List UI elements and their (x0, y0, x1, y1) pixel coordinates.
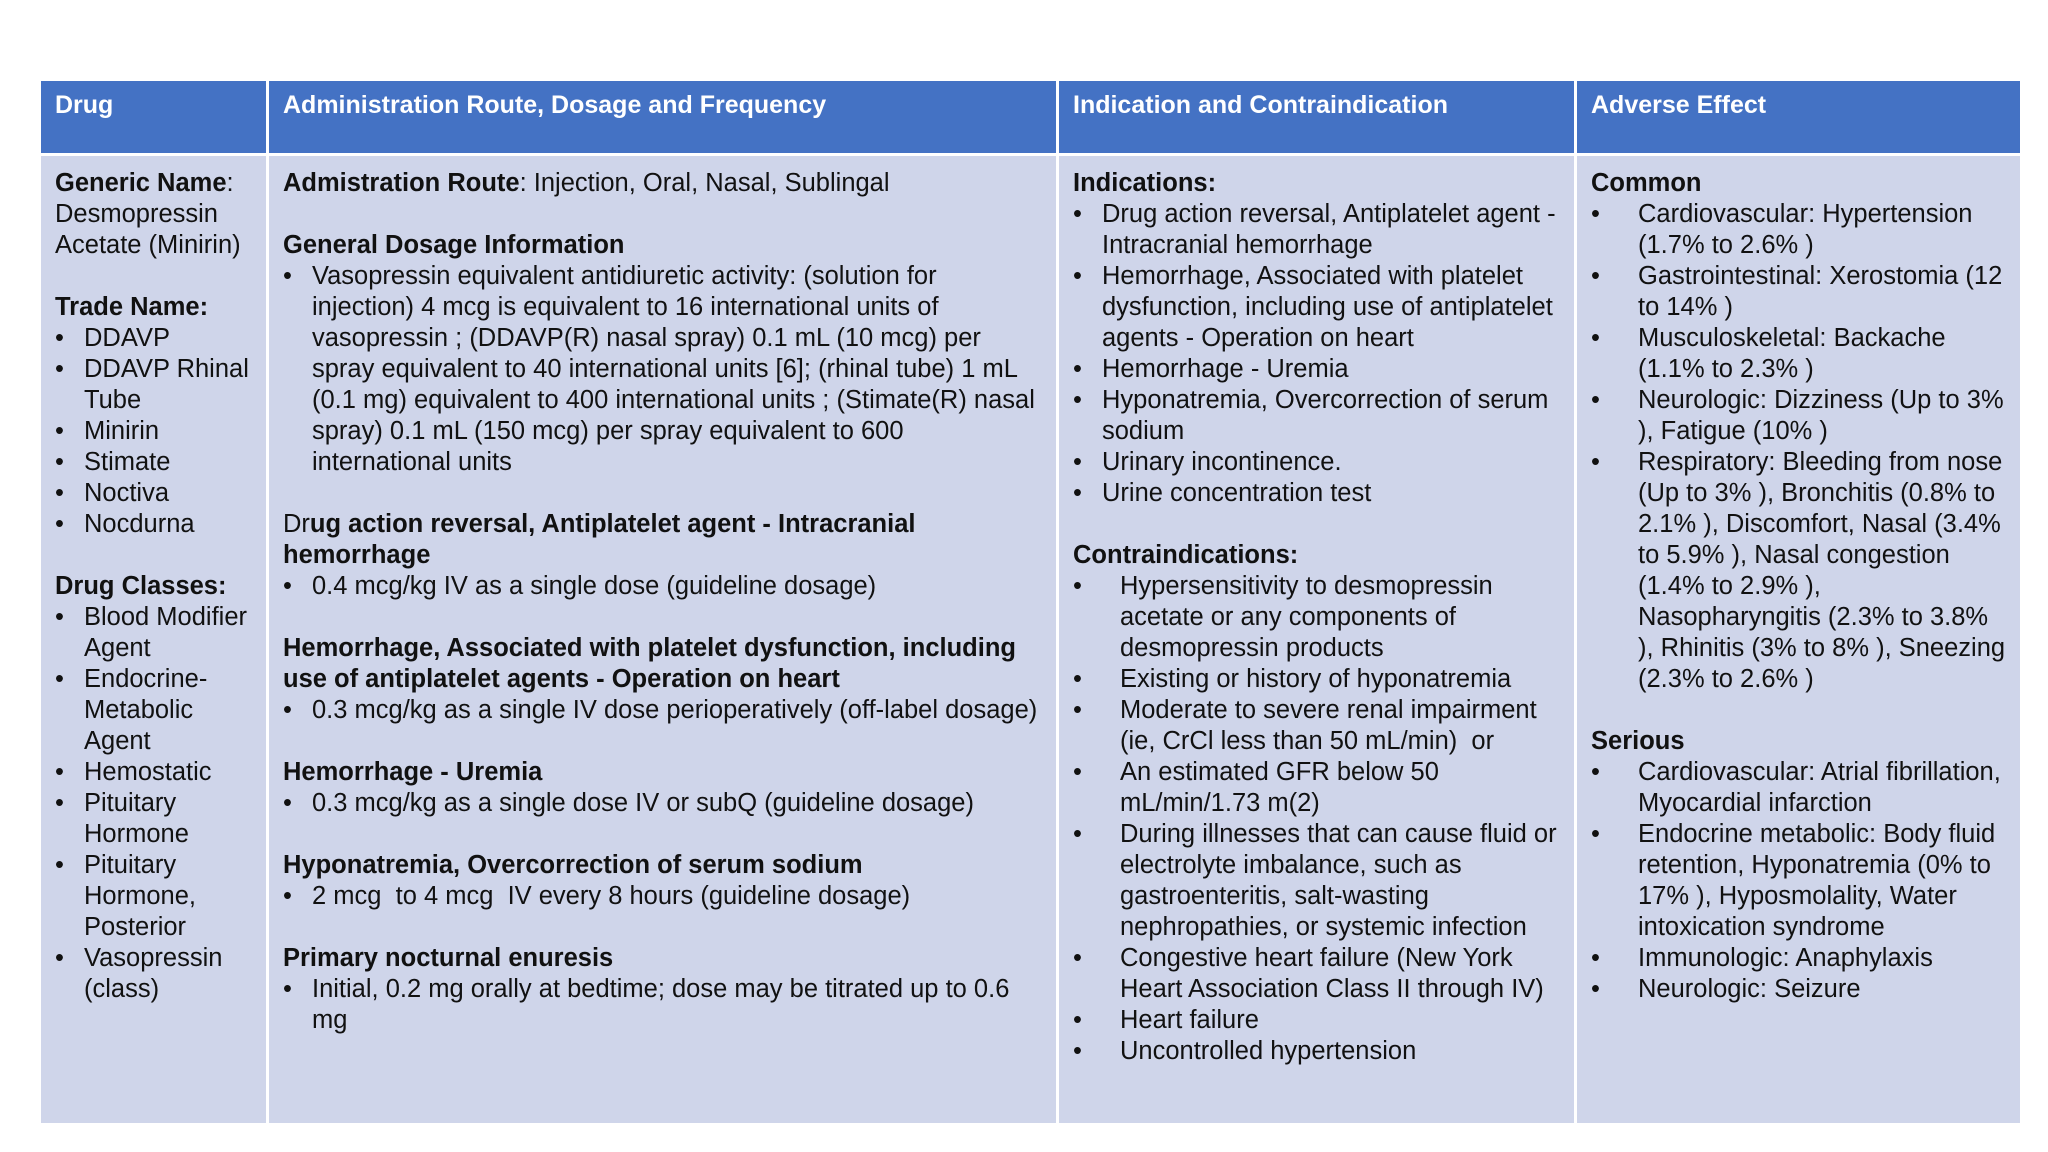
list-item: • Immunologic: Anaphylaxis (1591, 943, 2006, 974)
section-list (283, 881, 1042, 912)
list-item: • Hypersensitivity to desmopressin acetate or any components of desmopressin products (1073, 571, 1560, 664)
admin-route: Admistration Route: Injection, Oral, Nasal, Sublingal (283, 169, 890, 197)
list-item: • 0.3 mcg/kg as a single dose IV or subQ (guideline dosage) (283, 788, 1042, 819)
list-item: • Cardiovascular: Hypertension (1.7% to 2.6% ) (1591, 199, 2006, 261)
list-item: • Congestive heart failure (New York Heart Association Class II through IV) (1073, 943, 1560, 1005)
section-list (283, 571, 1042, 602)
drug-cell (40, 155, 268, 1125)
general-dosage-heading: General Dosage Information (283, 231, 625, 259)
list-item: • Noctiva (55, 478, 252, 509)
indications-label: Indications: (1073, 169, 1217, 197)
serious-label: Serious (1591, 727, 1685, 755)
section-list (283, 695, 1042, 726)
list-item: • Existing or history of hyponatremia (1073, 664, 1560, 695)
list-item: • Pituitary Hormone, Posterior (55, 850, 252, 943)
common-label: Common (1591, 169, 1702, 197)
list-item: • Minirin (55, 416, 252, 447)
list-item: • Pituitary Hormone (55, 788, 252, 850)
list-item: • DDAVP (55, 323, 252, 354)
list-item: • Blood Modifier Agent (55, 602, 252, 664)
list-item: • Nocdurna (55, 509, 252, 540)
header-indication: Indication and Contraindication (1058, 80, 1576, 155)
admin-route-label: Admistration Route (283, 169, 520, 197)
list-item: • Vasopressin (class) (55, 943, 252, 1005)
list-item: • Hyponatremia, Overcorrection of serum sodium (1073, 385, 1560, 447)
list-item: • Hemorrhage - Uremia (1073, 354, 1560, 385)
trade-name-label: Trade Name: (55, 293, 209, 321)
route-cell (268, 155, 1058, 1125)
drug-table (38, 78, 2023, 1126)
list-item: • 2 mcg to 4 mcg IV every 8 hours (guideline dosage) (283, 881, 1042, 912)
adverse-cell (1576, 155, 2022, 1125)
generic-name-label: Generic Name (55, 169, 227, 197)
list-item: • Neurologic: Seizure (1591, 974, 2006, 1005)
list-item: • Hemorrhage, Associated with platelet dysfunction, including use of antiplatelet agents - Operation on heart (1073, 261, 1560, 354)
section-heading: Hemorrhage, Associated with platelet dysfunction, including use of antiplatelet agents - Operation on heart (283, 634, 1016, 693)
indication-cell (1058, 155, 1576, 1125)
list-item: • 0.3 mcg/kg as a single IV dose perioperatively (off-label dosage) (283, 695, 1042, 726)
header-row (40, 80, 2022, 155)
drug-classes-label: Drug Classes: (55, 572, 227, 600)
contraindications-label: Contraindications: (1073, 541, 1299, 569)
indications-list (1073, 199, 1560, 509)
section-heading-text: ug action reversal, Antiplatelet agent - Intracranial hemorrhage (283, 510, 916, 569)
list-item: • Musculoskeletal: Backache (1.1% to 2.3% ) (1591, 323, 2006, 385)
drug-classes-list (55, 602, 252, 1005)
serious-list (1591, 757, 2006, 1005)
list-item: • Urinary incontinence. (1073, 447, 1560, 478)
list-item: • Uncontrolled hypertension (1073, 1036, 1560, 1067)
list-item: • During illnesses that can cause fluid or electrolyte imbalance, such as gastroenteritis, salt-wasting nephropathies, or systemic infection (1073, 819, 1560, 943)
list-item: • Endocrine-Metabolic Agent (55, 664, 252, 757)
list-item: • Stimate (55, 447, 252, 478)
list-item: • DDAVP Rhinal Tube (55, 354, 252, 416)
list-item: • An estimated GFR below 50 mL/min/1.73 m(2) (1073, 757, 1560, 819)
section-heading (283, 509, 1042, 571)
section-list (283, 974, 1042, 1036)
contraindications-list (1073, 571, 1560, 1067)
list-item: • Initial, 0.2 mg orally at bedtime; dose may be titrated up to 0.6 mg (283, 974, 1042, 1036)
section-heading-prefix: Dr (283, 510, 310, 538)
list-item: • 0.4 mcg/kg IV as a single dose (guideline dosage) (283, 571, 1042, 602)
general-dosage-list (283, 261, 1042, 478)
list-item: • Heart failure (1073, 1005, 1560, 1036)
section-heading: Hemorrhage - Uremia (283, 758, 543, 786)
list-item: • Respiratory: Bleeding from nose (Up to 3% ), Bronchitis (0.8% to 2.1% ), Discomfort, Nasal (3.4% to 5.9% ), Nasal congestion (1.4% to 2.9% ), Nasopharyngitis (2.3% to 3.8% ), Rhinitis (3% to 8% ), Sneezing (2.3% to 2.6% ) (1591, 447, 2006, 695)
section-list (283, 788, 1042, 819)
list-item: • Neurologic: Dizziness (Up to 3% ), Fatigue (10% ) (1591, 385, 2006, 447)
list-item: • Urine concentration test (1073, 478, 1560, 509)
header-adverse: Adverse Effect (1576, 80, 2022, 155)
admin-route-value: Injection, Oral, Nasal, Sublingal (533, 169, 890, 197)
list-item: • Moderate to severe renal impairment (ie, CrCl less than 50 mL/min) or (1073, 695, 1560, 757)
list-item: • Endocrine metabolic: Body fluid retention, Hyponatremia (0% to 17% ), Hyposmolality, Water intoxication syndrome (1591, 819, 2006, 943)
generic-name-value: Desmopressin Acetate (Minirin) (55, 200, 241, 259)
list-item: • Hemostatic (55, 757, 252, 788)
common-list (1591, 199, 2006, 695)
generic-name: Generic Name: (55, 169, 234, 197)
list-item: • Cardiovascular: Atrial fibrillation, Myocardial infarction (1591, 757, 2006, 819)
section-heading: Hyponatremia, Overcorrection of serum sodium (283, 851, 863, 879)
list-item: • Vasopressin equivalent antidiuretic activity: (solution for injection) 4 mcg is equivalent to 16 international units of vasopressin ; (DDAVP(R) nasal spray) 0.1 mL (10 mcg) per spray equivalent to 40 international units [6]; (rhinal tube) 1 mL (0.1 mg) equivalent to 400 international units ; (Stimate(R) nasal spray) 0.1 mL (150 mcg) per spray equivalent to 600 international units (283, 261, 1042, 478)
header-drug: Drug (40, 80, 268, 155)
trade-name-list (55, 323, 252, 540)
section-heading: Primary nocturnal enuresis (283, 944, 614, 972)
list-item: • Drug action reversal, Antiplatelet agent - Intracranial hemorrhage (1073, 199, 1560, 261)
list-item: • Gastrointestinal: Xerostomia (12 to 14% ) (1591, 261, 2006, 323)
header-route: Administration Route, Dosage and Frequency (268, 80, 1058, 155)
body-row (40, 155, 2022, 1125)
